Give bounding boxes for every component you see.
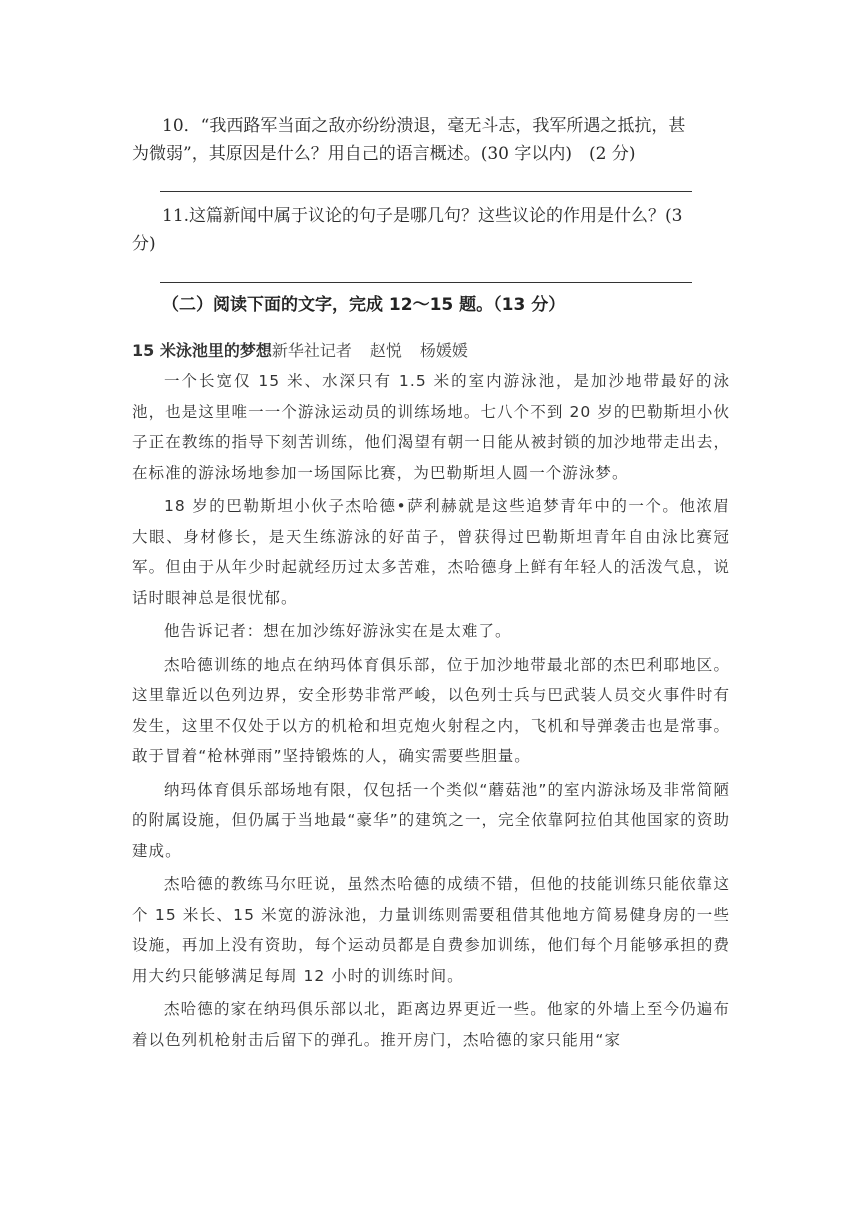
- article-paragraph: 杰哈德训练的地点在纳玛体育俱乐部，位于加沙地带最北部的杰巴利耶地区。这里靠近以色列边界，安全形势非常严峻，以色列士兵与巴武装人员交火事件时有发生，这里不仅处于以方的机枪和坦克炮火射程之内，飞机和导弹袭击也是常事。敢于冒着“枪林弹雨”坚持锻炼的人，确实需要些胆量。: [132, 655, 730, 765]
- question-11-line-1: 11.这篇新闻中属于议论的句子是哪几句？这些议论的作用是什么？(3: [162, 206, 683, 226]
- byline-name-1: 赵悦: [369, 341, 402, 360]
- article-paragraph: 他告诉记者：想在加沙练好游泳实在是太难了。: [164, 622, 512, 640]
- question-10-line-1: 10．“我西路军当面之敌亦纷纷溃退，毫无斗志，我军所遇之抵抗，甚: [162, 116, 686, 136]
- question-10-line-2: 为微弱”，其原因是什么？用自己的语言概述。(30 字以内) (2 分): [132, 144, 636, 164]
- question-10: [132, 112, 732, 168]
- question-11: [132, 202, 732, 258]
- article-paragraph: 18 岁的巴勒斯坦小伙子杰哈德•萨利赫就是这些追梦青年中的一个。他浓眉大眼、身材修长，是天生练游泳的好苗子，曾获得过巴勒斯坦青年自由泳比赛冠军。但由于从年少时起就经历过太多苦难，杰哈德身上鲜有年轻人的活泼气息，说话时眼神总是很忧郁。: [132, 497, 730, 607]
- article-paragraph: 杰哈德的教练马尔旺说，虽然杰哈德的成绩不错，但他的技能训练只能依靠这个 15 米长、15 米宽的游泳池，力量训练则需要租借其他地方简易健身房的一些设施，再加上没有资助，每个运动员都是自费参加训练，他们每个月能够承担的费用大约只能够满足每周 12 小时的训练时间。: [132, 875, 730, 985]
- section-heading: （二）阅读下面的文字，完成 12～15 题。（13 分）: [162, 295, 566, 315]
- byline-agency: 新华社记者: [271, 341, 352, 360]
- answer-line-10: [160, 191, 692, 192]
- article-title: 15 米泳池里的梦想: [132, 341, 272, 360]
- article-body: [132, 366, 730, 1058]
- article-paragraph: 纳玛体育俱乐部场地有限，仅包括一个类似“蘑菇池”的室内游泳场及非常简陋的附属设施，但仍属于当地最“豪华”的建筑之一，完全依靠阿拉伯其他国家的资助建成。: [132, 780, 730, 860]
- article-title-line: [132, 339, 468, 363]
- article-paragraph: 一个长宽仅 15 米、水深只有 1.5 米的室内游泳池，是加沙地带最好的泳池，也是这里唯一一个游泳运动员的训练场地。七八个不到 20 岁的巴勒斯坦小伙子正在教练的指导下刻苦训练，他们渴望有朝一日能从被封锁的加沙地带走出去，在标准的游泳场地参加一场国际比赛，为巴勒斯坦人圆一个游泳梦。: [132, 372, 730, 482]
- answer-line-11: [160, 282, 692, 283]
- question-11-line-2: 分): [132, 234, 156, 254]
- byline-name-2: 杨媛媛: [419, 341, 468, 360]
- article-paragraph: 杰哈德的家在纳玛俱乐部以北，距离边界更近一些。他家的外墙上至今仍遍布着以色列机枪射击后留下的弹孔。推开房门，杰哈德的家只能用“家: [132, 1000, 730, 1049]
